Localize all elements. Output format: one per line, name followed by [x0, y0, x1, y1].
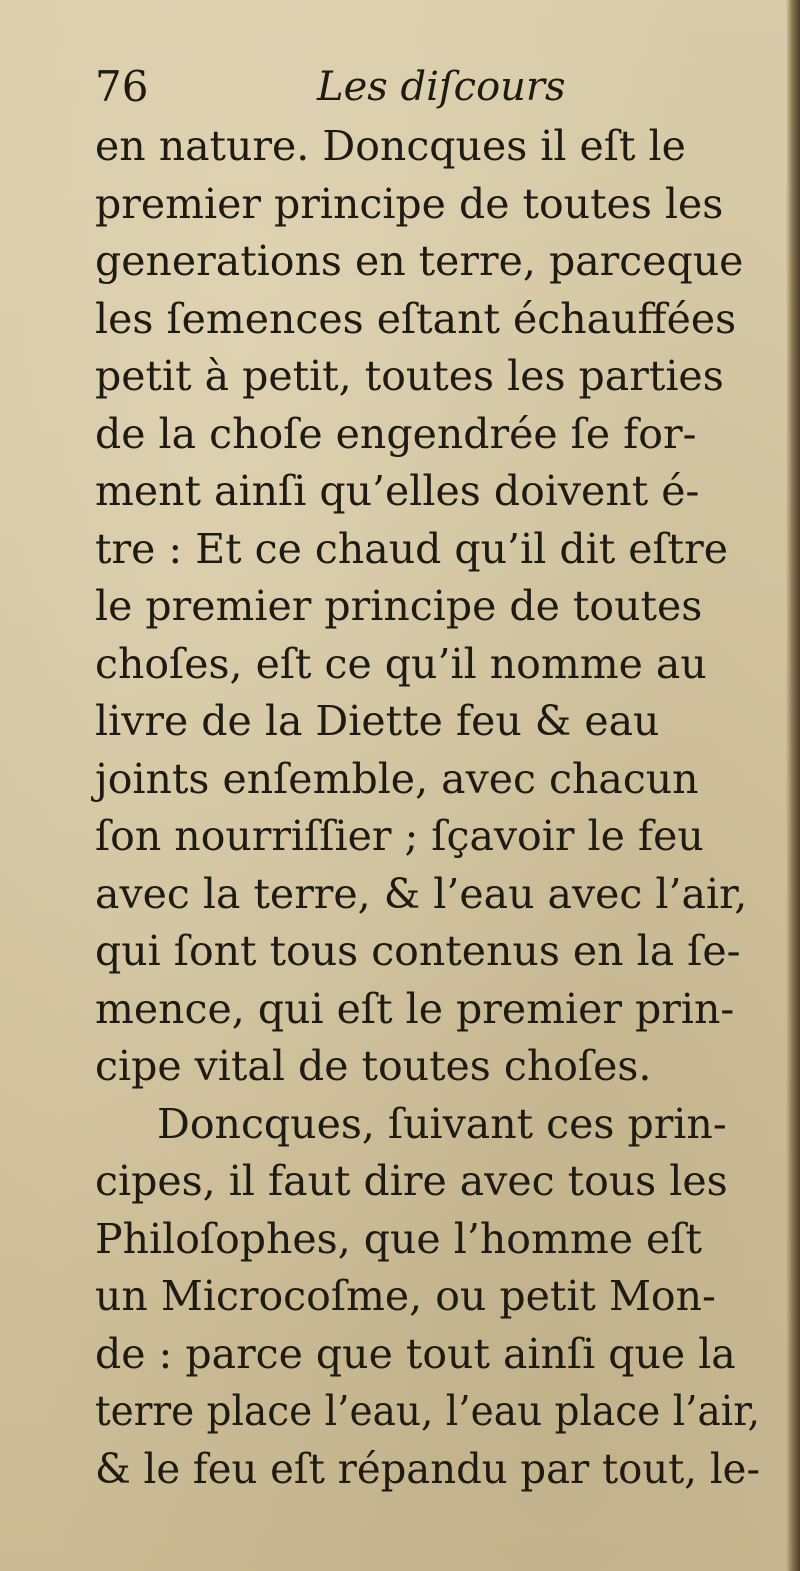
- text-line: cipes, il faut dire avec tous les: [95, 1157, 728, 1205]
- text-line: & le feu eſt répandu par tout, le-: [95, 1444, 761, 1493]
- text-line: Philoſophes, que l’homme eſt: [95, 1214, 702, 1263]
- text-line: ment ainſi qu’elles doivent é-: [95, 467, 700, 515]
- text-line: generations en terre, parceque: [95, 237, 744, 285]
- text-line: petit à petit, toutes les parties: [95, 352, 724, 400]
- text-line: cipe vital de toutes choſes.: [95, 1042, 652, 1090]
- page-edge-shadow: [786, 0, 800, 1571]
- text-line: avec la terre, & l’eau avec l’air,: [95, 869, 748, 918]
- text-line: mence, qui eſt le premier prin-: [95, 984, 735, 1033]
- text-line: de la choſe engendrée ſe for-: [95, 409, 697, 458]
- text-line: tre : Et ce chaud qu’il dit eſtre: [95, 524, 728, 573]
- text-line: terre place l’eau, l’eau place l’air,: [95, 1387, 760, 1435]
- text-line: en nature. Doncques il eſt le: [95, 122, 686, 170]
- text-line: joints enſemble, avec chacun: [95, 754, 699, 803]
- text-line: premier principe de toutes les: [95, 179, 724, 228]
- text-line: le premier principe de toutes: [95, 582, 703, 630]
- text-line: les ſemences eſtant échauffées: [95, 294, 737, 343]
- text-line: livre de la Diette feu & eau: [95, 697, 660, 745]
- page-header: [95, 62, 695, 122]
- text-line: choſes, eſt ce qu’il nomme au: [95, 639, 707, 688]
- text-line: de : parce que tout ainſi que la: [95, 1329, 736, 1378]
- text-line: qui ſont tous contenus en la ſe-: [95, 927, 741, 975]
- text-line: un Microcoſme, ou petit Mon-: [95, 1272, 716, 1320]
- body-text: [95, 118, 760, 1498]
- page-number: 76: [95, 62, 149, 111]
- text-line: ſon nourriſſier ; ſçavoir le feu: [95, 812, 704, 860]
- running-head: Les diſcours: [317, 64, 566, 110]
- paragraph-first-line: Doncques, ſuivant ces prin-: [157, 1099, 727, 1148]
